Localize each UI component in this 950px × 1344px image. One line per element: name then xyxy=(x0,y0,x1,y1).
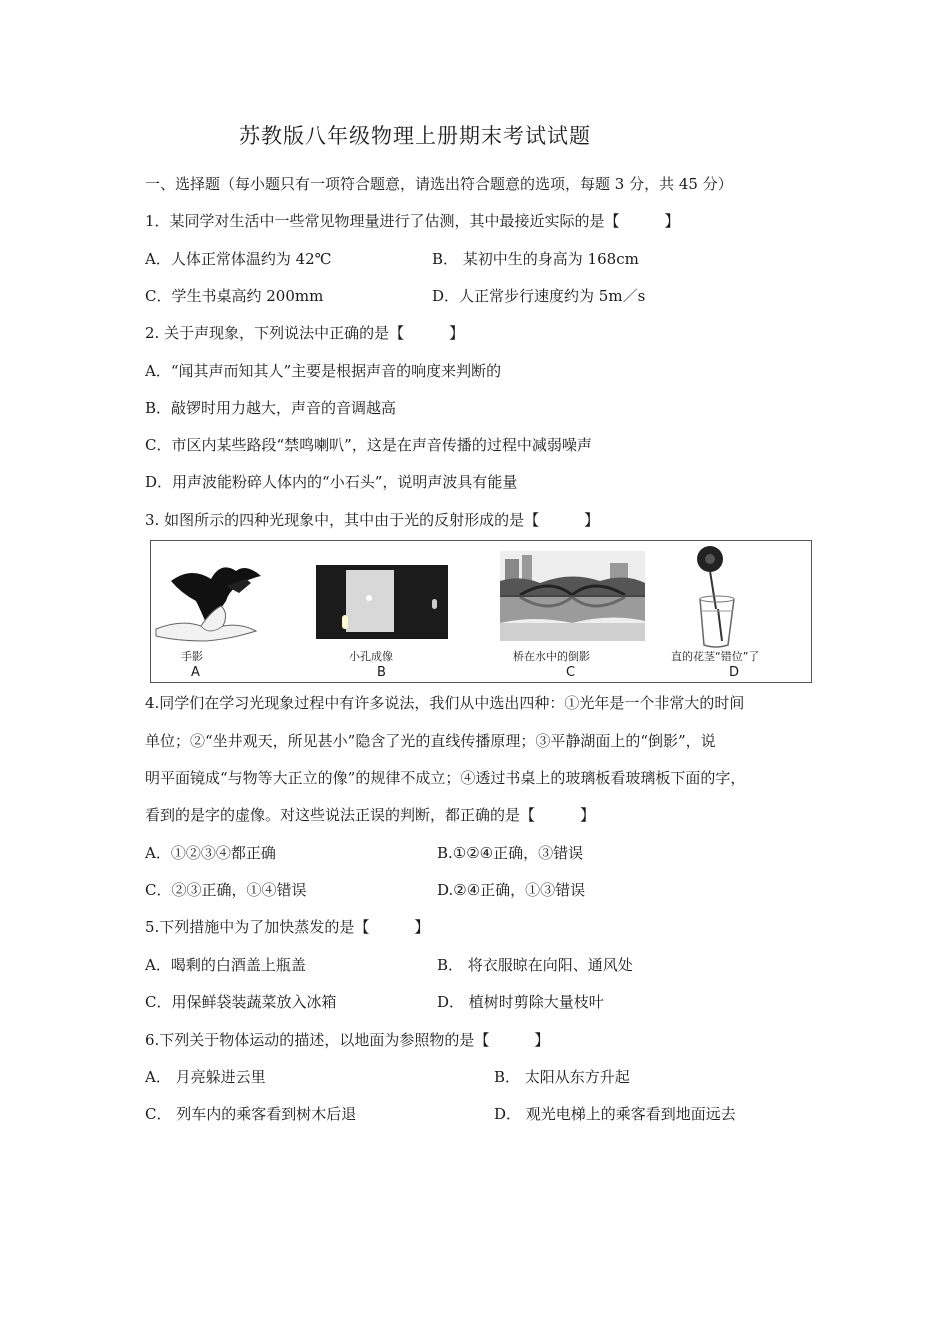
question-4-line: 看到的是字的虚像。对这些说法正误的判断，都正确的是【 】 xyxy=(145,806,596,824)
question-5-option-c: C．用保鲜袋装蔬菜放入冰箱 xyxy=(145,993,337,1011)
question-4-option-b: B.①②④正确，③错误 xyxy=(437,844,584,862)
bridge-reflection-image xyxy=(500,551,645,651)
question-4-option-d: D.②④正确，①③错误 xyxy=(437,881,586,899)
figure-letter-a: A xyxy=(191,665,200,680)
figure-caption-c: 桥在水中的倒影 xyxy=(513,650,590,663)
page-title: 苏教版八年级物理上册期末考试试题 xyxy=(239,124,591,148)
section-heading: 一、选择题（每小题只有一项符合题意，请选出符合题意的选项，每题 3 分，共 45 分） xyxy=(145,175,733,193)
question-5-option-a: A．喝剩的白酒盖上瓶盖 xyxy=(145,956,306,974)
question-1-option-d: D．人正常步行速度约为 5m／s xyxy=(432,287,646,305)
question-6-option-c: C． 列车内的乘客看到树木后退 xyxy=(145,1105,357,1123)
question-4-line: 单位；②“坐井观天，所见甚小”隐含了光的直线传播原理；③平静湖面上的“倒影”，说 xyxy=(145,732,716,750)
question-6-option-d: D． 观光电梯上的乘客看到地面远去 xyxy=(494,1105,736,1123)
question-1-option-b: B． 某初中生的身高为 168cm xyxy=(432,250,639,268)
question-6-option-b: B． 太阳从东方升起 xyxy=(494,1068,630,1086)
question-4-line: 明平面镜成“与物等大正立的像”的规律不成立；④透过书桌上的玻璃板看玻璃板下面的字， xyxy=(145,769,746,787)
question-3-stem: 3. 如图所示的四种光现象中，其中由于光的反射形成的是【 】 xyxy=(145,511,600,529)
question-2-option-a: A．“闻其声而知其人”主要是根据声音的响度来判断的 xyxy=(145,362,502,380)
question-5-option-b: B． 将衣服晾在向阳、通风处 xyxy=(437,956,633,974)
question-2-stem: 2. 关于声现象，下列说法中正确的是【 】 xyxy=(145,324,465,342)
question-1-option-c: C．学生书桌高约 200mm xyxy=(145,287,324,305)
light-phenomena-figure xyxy=(150,540,812,683)
hand-shadow-image xyxy=(151,541,316,651)
question-1-stem: 1．某同学对生活中一些常见物理量进行了估测，其中最接近实际的是【 】 xyxy=(145,212,680,230)
figure-letter-c: C xyxy=(566,665,576,680)
figure-caption-d: 直的花茎“错位”了 xyxy=(671,650,760,663)
question-6-option-a: A． 月亮躲进云里 xyxy=(145,1068,266,1086)
question-2-option-c: C．市区内某些路段“禁鸣喇叭”，这是在声音传播的过程中减弱噪声 xyxy=(145,436,592,454)
question-4-option-a: A．①②③④都正确 xyxy=(145,844,276,862)
question-2-option-b: B．敲锣时用力越大，声音的音调越高 xyxy=(145,399,397,417)
question-1-option-a: A．人体正常体温约为 42℃ xyxy=(145,250,332,268)
figure-caption-b: 小孔成像 xyxy=(349,650,393,663)
question-6-stem: 6.下列关于物体运动的描述，以地面为参照物的是【 】 xyxy=(145,1031,550,1049)
question-4-option-c: C．②③正确，①④错误 xyxy=(145,881,307,899)
figure-letter-d: D xyxy=(729,665,740,680)
figure-panel-a xyxy=(151,541,316,682)
figure-letter-b: B xyxy=(377,665,386,680)
question-2-option-d: D．用声波能粉碎人体内的“小石头”，说明声波具有能量 xyxy=(145,473,518,491)
pinhole-image xyxy=(316,565,448,639)
question-4-line: 4.同学们在学习光现象过程中有许多说法，我们从中选出四种：①光年是一个非常大的时间 xyxy=(145,694,745,712)
figure-caption-a: 手影 xyxy=(181,650,203,663)
flower-glass-image xyxy=(668,541,813,651)
question-5-stem: 5.下列措施中为了加快蒸发的是【 】 xyxy=(145,918,430,936)
question-5-option-d: D． 植树时剪除大量枝叶 xyxy=(437,993,604,1011)
